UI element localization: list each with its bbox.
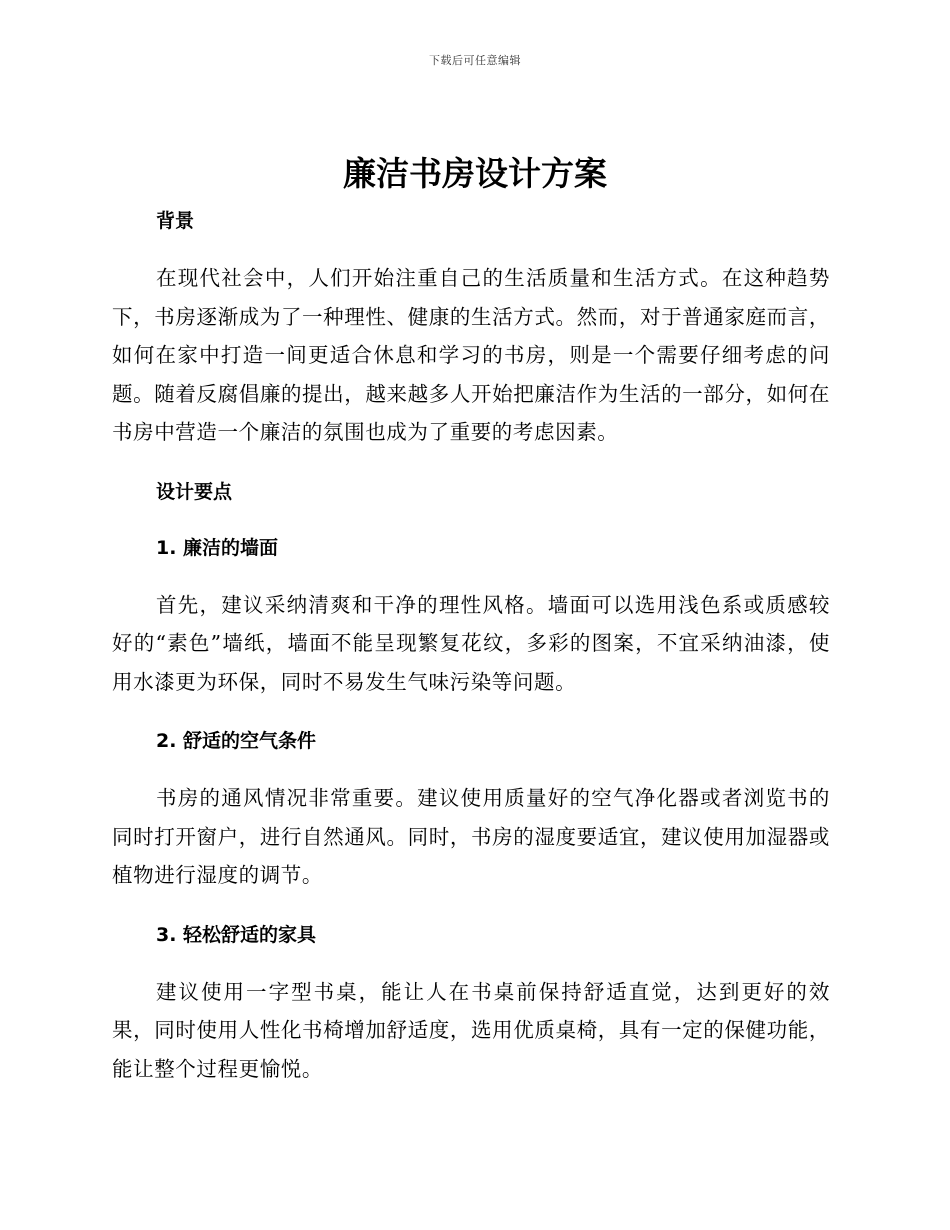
furniture-paragraph: 建议使用一字型书桌，能让人在书桌前保持舒适直觉，达到更好的效果，同时使用人性化书椅增加舒适度，选用优质桌椅，具有一定的保健功能，能让整个过程更愉悦。 — [112, 979, 830, 1081]
section-heading-design-points: 设计要点 — [156, 480, 233, 503]
document-title: 廉洁书房设计方案 — [343, 154, 607, 193]
section-heading-background: 背景 — [156, 210, 195, 232]
walls-paragraph: 首先，建议采纳清爽和干净的理性风格。墙面可以选用浅色系或质感较好的“素色”墙纸，墙面不能呈现繁复花纹，多彩的图案，不宜采纳油漆，使用水漆更为环保，同时不易发生气味污染等问题。 — [112, 592, 830, 694]
background-paragraph: 在现代社会中，人们开始注重自己的生活质量和生活方式。在这种趋势下，书房逐渐成为了一种理性、健康的生活方式。然而，对于普通家庭而言，如何在家中打造一间更适合休息和学习的书房，则是一个需要仔细考虑的问题。随着反腐倡廉的提出，越来越多人开始把廉洁作为生活的一部分，如何在书房中营造一个廉洁的氛围也成为了重要的考虑因素。 — [112, 266, 830, 444]
subsection-heading-air: 2. 舒适的空气条件 — [156, 730, 317, 752]
air-paragraph: 书房的通风情况非常重要。建议使用质量好的空气净化器或者浏览书的同时打开窗户，进行自然通风。同时，书房的湿度要适宜，建议使用加湿器或植物进行湿度的调节。 — [112, 786, 830, 887]
document-body — [112, 203, 830, 1088]
page-header-note: 下载后可任意编辑 — [429, 54, 521, 67]
subsection-heading-furniture: 3. 轻松舒适的家具 — [156, 923, 317, 946]
subsection-heading-walls: 1. 廉洁的墙面 — [156, 536, 279, 559]
